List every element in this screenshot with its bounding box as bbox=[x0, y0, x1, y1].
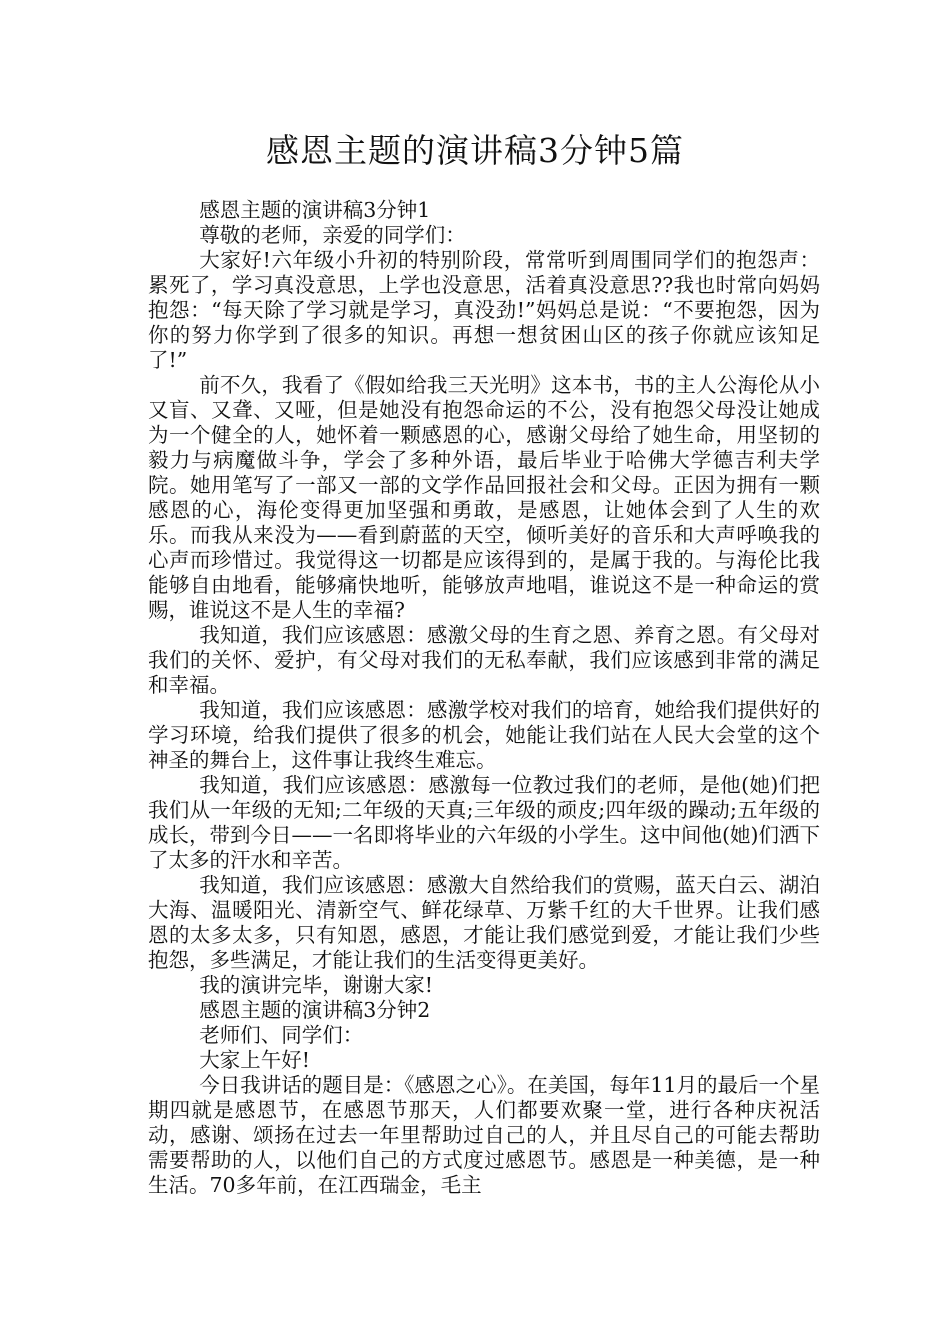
body-paragraph: 我知道，我们应该感恩：感激学校对我们的培育，她给我们提供好的学习环境，给我们提供了很多的机会，她能让我们站在人民大会堂的这个神圣的舞台上，这件事让我终生难忘。 bbox=[148, 698, 820, 772]
heading-speech-1: 感恩主题的演讲稿3分钟1 bbox=[199, 198, 431, 222]
greeting-paragraph: 大家上午好! bbox=[199, 1048, 310, 1072]
salutation-paragraph: 尊敬的老师，亲爱的同学们： bbox=[199, 223, 466, 247]
document-title: 感恩主题的演讲稿3分钟5篇 bbox=[266, 131, 684, 170]
body-paragraph: 我知道，我们应该感恩：感激父母的生育之恩、养育之恩。有父母对我们的关怀、爱护，有父母对我们的无私奉献，我们应该感到非常的满足和幸福。 bbox=[148, 623, 820, 697]
salutation-paragraph: 老师们、同学们： bbox=[199, 1023, 364, 1047]
body-paragraph: 我知道，我们应该感恩：感激每一位教过我们的老师，是他(她)们把我们从一年级的无知;二年级的天真;三年级的顽皮;四年级的躁动;五年级的成长，带到今日——一名即将毕业的六年级的小学生。这中间他(她)们洒下了太多的汗水和辛苦。 bbox=[148, 773, 820, 872]
body-paragraph: 大家好!六年级小升初的特别阶段，常常听到周围同学们的抱怨声：累死了，学习真没意思，上学也没意思，活着真没意思??我也时常向妈妈抱怨：“每天除了学习就是学习，真没劲!”妈妈总是说：“不要抱怨，因为你的努力你学到了很多的知识。再想一想贫困山区的孩子你就应该知足了!” bbox=[148, 248, 820, 372]
document-body bbox=[148, 198, 820, 1198]
closing-paragraph: 我的演讲完毕，谢谢大家! bbox=[199, 973, 433, 997]
body-paragraph: 今日我讲话的题目是：《感恩之心》。在美国，每年11月的最后一个星期四就是感恩节，在感恩节那天，人们都要欢聚一堂，进行各种庆祝活动，感谢、颂扬在过去一年里帮助过自己的人，并且尽自己的可能去帮助需要帮助的人，以他们自己的方式度过感恩节。感恩是一种美德，是一种生活。70多年前，在江西瑞金，毛主 bbox=[148, 1073, 820, 1197]
body-paragraph: 前不久，我看了《假如给我三天光明》这本书，书的主人公海伦从小又盲、又聋、又哑，但是她没有抱怨命运的不公，没有抱怨父母没让她成为一个健全的人，她怀着一颗感恩的心，感谢父母给了她生命，用坚韧的毅力与病魔做斗争，学会了多种外语，最后毕业于哈佛大学德吉利夫学院。她用笔写了一部又一部的文学作品回报社会和父母。正因为拥有一颗感恩的心，海伦变得更加坚强和勇敢，是感恩，让她体会到了人生的欢乐。而我从来没为——看到蔚蓝的天空，倾听美好的音乐和大声呼唤我的心声而珍惜过。我觉得这一切都是应该得到的，是属于我的。与海伦比我能够自由地看，能够痛快地听，能够放声地唱，谁说这不是一种命运的赏赐，谁说这不是人生的幸福? bbox=[148, 373, 820, 622]
body-paragraph: 我知道，我们应该感恩：感激大自然给我们的赏赐，蓝天白云、湖泊大海、温暖阳光、清新空气、鲜花绿草、万紫千红的大千世界。让我们感恩的太多太多，只有知恩，感恩，才能让我们感觉到爱，才能让我们少些抱怨，多些满足，才能让我们的生活变得更美好。 bbox=[148, 873, 820, 972]
heading-speech-2: 感恩主题的演讲稿3分钟2 bbox=[199, 998, 431, 1022]
